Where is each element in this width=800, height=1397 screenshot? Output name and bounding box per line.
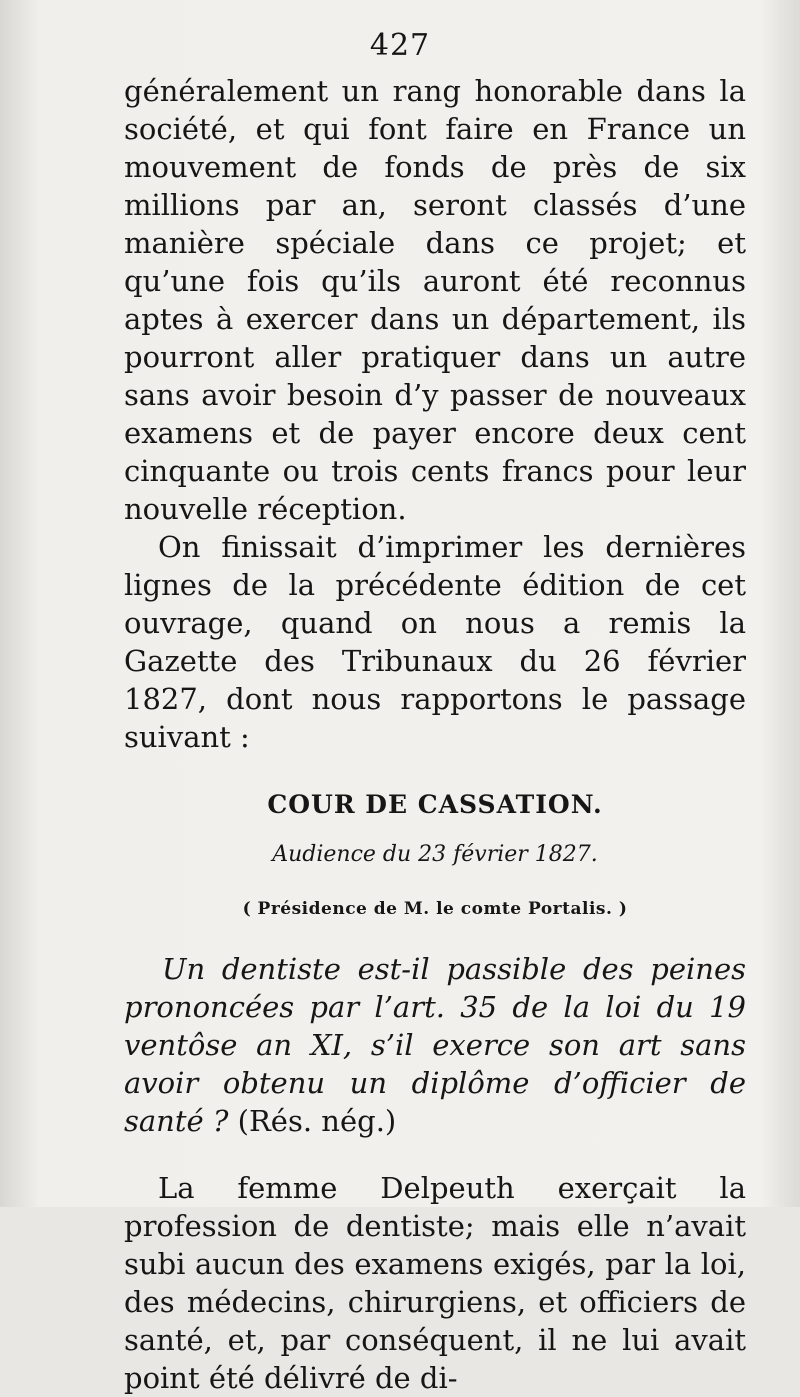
- paragraph-continued: généralement un rang honorable dans la société, et qui font faire en France un mouvement de fonds de près de six millions par an, seront classés d’une manière spéciale dans ce projet; et qu’une fois qu’ils auront été reconnus aptes à exercer dans un département, ils pourront aller pratiquer dans un autre sans avoir besoin d’y passer de nouveaux examens et de payer encore deux cent cinquante ou trois cents francs pour leur nouvelle réception.: [124, 74, 746, 526]
- section-heading: COUR DE CASSATION.: [267, 790, 603, 819]
- question-answer: (Rés. nég.): [228, 1104, 397, 1138]
- question-text: Un dentiste est-il passible des peines prononcées par l’art. 35 de la loi du 19 ventôse an XI, s’il exerce son art sans avoir obtenu un diplôme d’officier de santé ?: [124, 952, 746, 1138]
- page-number: 427: [369, 28, 431, 63]
- legal-question: [124, 950, 746, 1140]
- paragraph-gazette: On finissait d’imprimer les dernières lignes de la précédente édition de cet ouvrage, quand on nous a remis la Gazette des Tribunaux du 26 février 1827, dont nous rapportons le passage suivant :: [124, 530, 746, 754]
- page-body: [124, 72, 746, 1397]
- audience-date: Audience du 23 février 1827.: [272, 842, 598, 867]
- paragraph-delpeuth: La femme Delpeuth exerçait la profession de dentiste; mais elle n’avait subi aucun des examens exigés, par la loi, des médecins, chirurgiens, et officiers de santé, et, par conséquent, il ne lui avait point été délivré de di-: [124, 1171, 746, 1395]
- presidency-note: ( Présidence de M. le comte Portalis. ): [242, 899, 628, 919]
